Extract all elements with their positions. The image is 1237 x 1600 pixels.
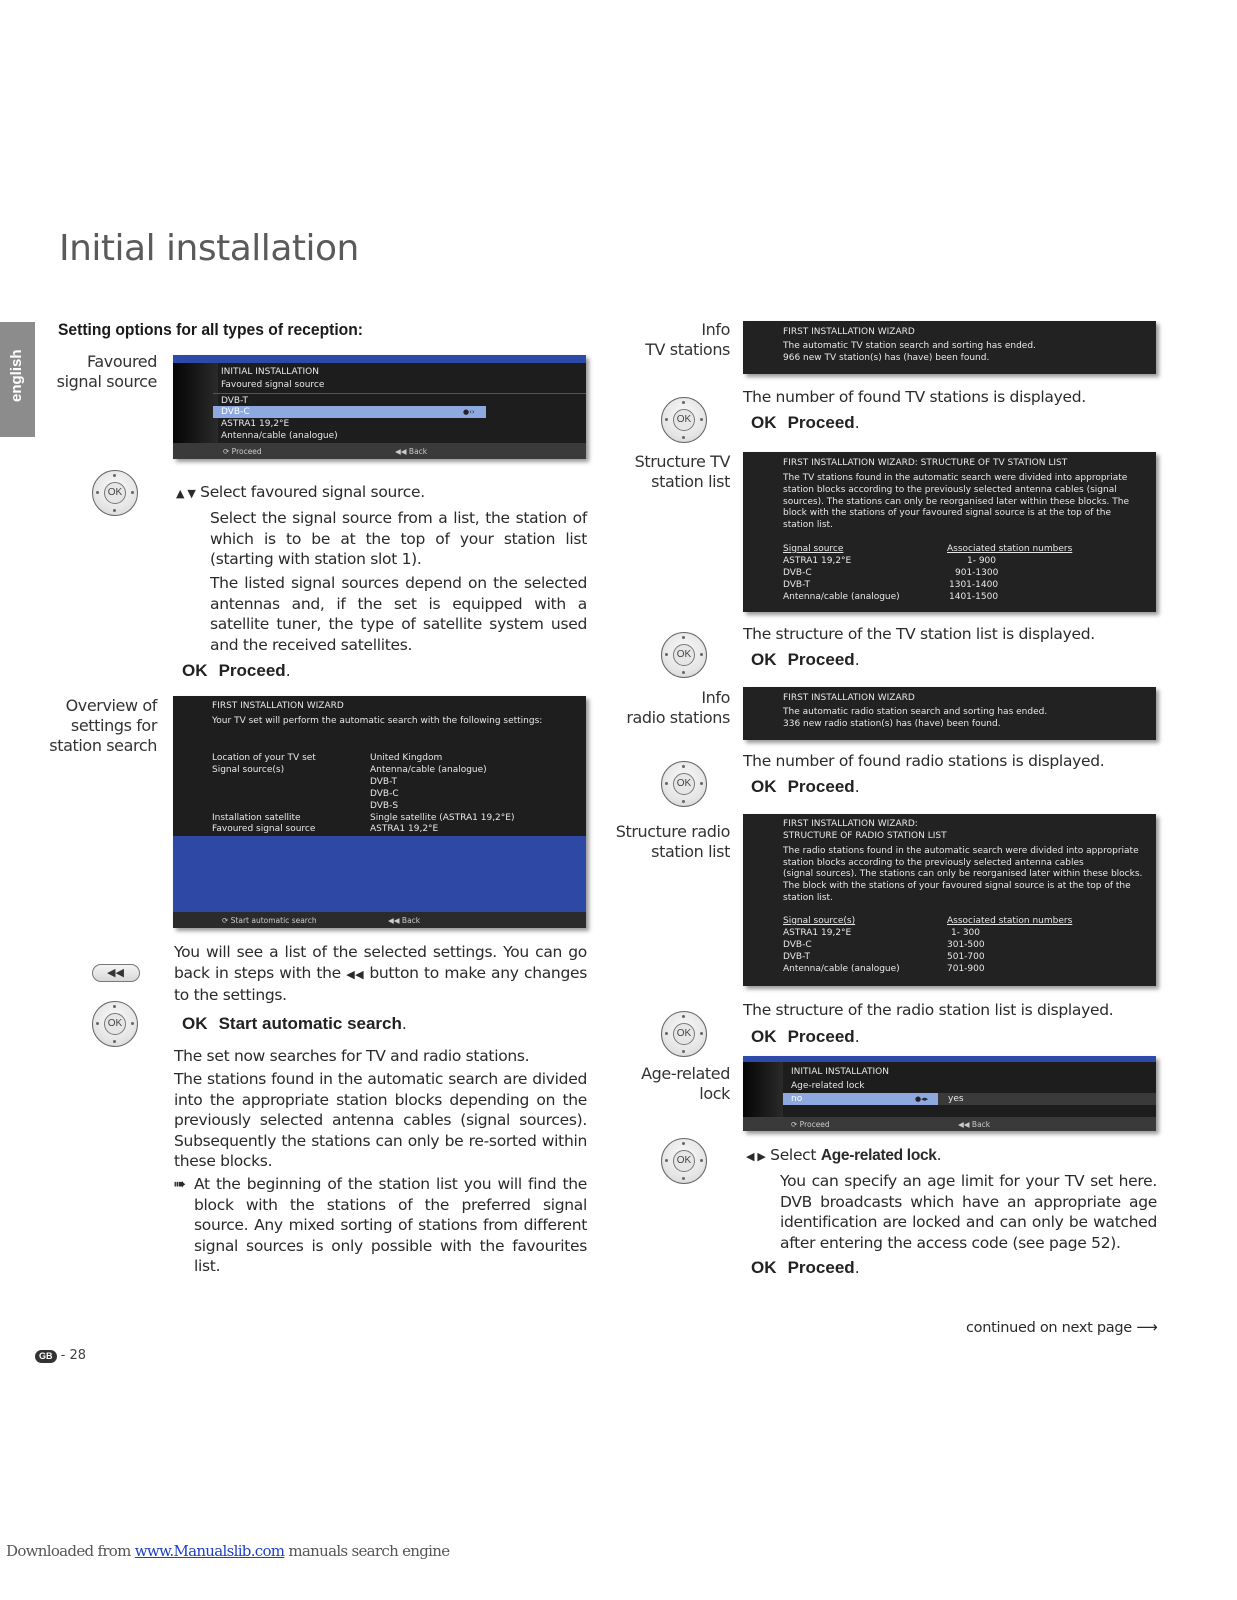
ok-action: Start automatic search bbox=[218, 1014, 402, 1033]
footer-back: ◀◀ Back bbox=[388, 916, 421, 925]
screen-line: INITIAL INSTALLATION bbox=[791, 1067, 889, 1077]
label-line: TV stations bbox=[645, 340, 730, 359]
rewind-inline-icon: ◀◀ bbox=[346, 967, 364, 981]
screen-line: STRUCTURE OF RADIO STATION LIST bbox=[783, 831, 947, 841]
setting-value: DVB-C bbox=[370, 789, 399, 799]
table-cell: 701-900 bbox=[947, 964, 985, 974]
setting-value: DVB-S bbox=[370, 801, 399, 811]
note-arrow-icon: ➠ bbox=[173, 1175, 186, 1193]
screen-line: The automatic radio station search and sorting has ended. bbox=[783, 707, 1048, 717]
label-line: Favoured bbox=[87, 352, 157, 371]
table-cell: 901-1300 bbox=[955, 568, 999, 578]
ok-key: OK bbox=[182, 661, 208, 680]
screen-line: The block with the stations of your favoured signal source is at the top of the bbox=[783, 881, 1131, 891]
paragraph: Select the signal source from a list, the station of which is to be at the top of your station list (starting with station slot 1). bbox=[210, 509, 587, 568]
continued-text: continued on next page bbox=[966, 1320, 1132, 1336]
up-down-arrow-icon: ▲ ▼ bbox=[176, 487, 196, 500]
source-option[interactable]: Antenna/cable (analogue) bbox=[221, 431, 338, 441]
screen-line: The automatic TV station search and sorting has ended. bbox=[783, 341, 1036, 351]
divider bbox=[213, 393, 586, 394]
screen-line: station list. bbox=[783, 893, 833, 903]
overview-paragraph bbox=[174, 942, 587, 1006]
paragraph: The stations found in the automatic search are divided into the appropriate station blocks depending on the previously selected antenna cables (signal sources). Subsequently the stations can only be re-sorted within these blocks. bbox=[174, 1070, 587, 1170]
screen-line: sources). The stations can only be reorganised later within these blocks. The bbox=[783, 497, 1129, 507]
age-option-yes[interactable]: yes bbox=[948, 1094, 964, 1104]
ok-proceed-line: OK Proceed. bbox=[751, 1258, 860, 1277]
ok-proceed-line: OK Proceed. bbox=[751, 650, 860, 669]
footer-proceed: ⟳ Proceed bbox=[223, 447, 262, 456]
ok-key: OK bbox=[751, 777, 777, 796]
selected-highlight bbox=[213, 406, 486, 418]
footer-start: ⟳ Start automatic search bbox=[222, 916, 317, 925]
table-cell: 1301-1400 bbox=[949, 580, 999, 590]
footer-start-label: Start automatic search bbox=[230, 916, 317, 925]
label-line: Structure TV bbox=[634, 452, 730, 471]
structure-tv-label bbox=[610, 452, 730, 492]
paragraph: The listed signal sources depend on the selected antennas and, if the set is equipped with a satellite tuner, the type of satellite system used and the received satellites. bbox=[210, 574, 587, 654]
paragraph: The number of found radio stations is displayed. bbox=[743, 752, 1105, 770]
screen-line: FIRST INSTALLATION WIZARD bbox=[212, 701, 344, 711]
setting-value: Antenna/cable (analogue) bbox=[370, 765, 487, 775]
footer-back-label: Back bbox=[401, 916, 421, 925]
column-header: Signal source bbox=[783, 544, 844, 554]
label-line: station list bbox=[651, 842, 730, 861]
select-age-prefix: Select bbox=[770, 1146, 817, 1164]
screen-top-bar bbox=[173, 355, 586, 363]
ok-proceed-line: OK Proceed. bbox=[182, 661, 291, 680]
tv-screen-structure-radio bbox=[743, 814, 1156, 986]
ok-proceed-line: OK Proceed. bbox=[751, 1027, 860, 1046]
paragraph: The structure of the radio station list is displayed. bbox=[743, 1001, 1114, 1019]
screen-side-shade bbox=[173, 363, 218, 451]
ok-action: Proceed bbox=[787, 650, 855, 669]
ok-action: Proceed bbox=[787, 1027, 855, 1046]
column-header: Signal source(s) bbox=[783, 916, 856, 926]
ok-button-icon: OK bbox=[661, 761, 707, 807]
label-line: Info bbox=[701, 688, 730, 707]
select-age-line: ◀ ▶ Select Age-related lock. bbox=[746, 1146, 942, 1164]
arrow-right-icon: ⟶ bbox=[1136, 1318, 1158, 1336]
ok-key: OK bbox=[751, 650, 777, 669]
structure-radio-label bbox=[600, 822, 730, 862]
label-line: Overview of bbox=[65, 696, 157, 715]
screen-line: 336 new radio station(s) has (have) been found. bbox=[783, 719, 1001, 729]
screen-line: station blocks according to the previously selected antenna cables bbox=[783, 858, 1084, 868]
label-line: radio stations bbox=[626, 708, 730, 727]
rewind-button-icon: ◀◀ bbox=[92, 964, 140, 982]
paragraph: You can specify an age limit for your TV set here. DVB broadcasts which have an appropriate age identification are locked and can only be watched after entering the access code (see page 52). bbox=[780, 1172, 1157, 1252]
ok-button-icon: OK bbox=[92, 1001, 138, 1047]
continued-note bbox=[966, 1317, 1157, 1339]
gb-badge-icon: GB bbox=[35, 1350, 57, 1363]
ok-proceed-line: OK Proceed. bbox=[751, 413, 860, 432]
setting-key: Location of your TV set bbox=[212, 753, 316, 763]
paragraph: The set now searches for TV and radio stations. bbox=[174, 1047, 530, 1065]
source-option[interactable]: ASTRA1 19,2°E bbox=[221, 419, 290, 429]
section-heading: Setting options for all types of reception: bbox=[58, 320, 364, 339]
age-lock-label bbox=[610, 1064, 730, 1104]
screen-line: Age-related lock bbox=[791, 1081, 865, 1091]
screen-line: The TV stations found in the automatic search were divided into appropriate bbox=[783, 473, 1128, 483]
setting-value: United Kingdom bbox=[370, 753, 443, 763]
page-number-text: - 28 bbox=[60, 1348, 87, 1363]
setting-key: Favoured signal source bbox=[212, 824, 316, 834]
footer-proceed-label: Proceed bbox=[231, 447, 262, 456]
screen-line: The radio stations found in the automatic search were divided into appropriate bbox=[783, 846, 1139, 856]
label-line: station list bbox=[651, 472, 730, 491]
column-header: Associated station numbers bbox=[947, 544, 1073, 554]
tv-screen-age-lock bbox=[743, 1056, 1156, 1131]
paragraph: The number of found TV stations is displayed. bbox=[743, 388, 1086, 406]
table-cell: 501-700 bbox=[947, 952, 985, 962]
download-prefix: Downloaded from bbox=[6, 1542, 131, 1560]
download-footer bbox=[6, 1542, 449, 1560]
language-tab-label: english bbox=[8, 349, 25, 402]
footer-back-label: Back bbox=[408, 447, 428, 456]
page-title: Initial installation bbox=[59, 228, 359, 269]
label-line: lock bbox=[699, 1084, 730, 1103]
footer-back-label: Back bbox=[971, 1120, 991, 1129]
paragraph-part: You will see a list of the selected settings. You can go back in steps with the bbox=[174, 943, 587, 982]
select-favoured-line bbox=[176, 482, 588, 505]
label-line: settings for bbox=[70, 716, 157, 735]
screen-blue-area bbox=[173, 836, 586, 912]
screen-line: Your TV set will perform the automatic search with the following settings: bbox=[212, 716, 543, 726]
tv-screen-overview bbox=[173, 696, 586, 928]
left-right-arrow-icon: ◀ ▶ bbox=[746, 1150, 766, 1163]
screen-line: 966 new TV station(s) has (have) been found. bbox=[783, 353, 990, 363]
footer-proceed: ⟳ Proceed bbox=[791, 1120, 830, 1129]
tv-screen-structure-tv bbox=[743, 452, 1156, 612]
table-cell: 1401-1500 bbox=[949, 592, 999, 602]
select-age-bold: Age-related lock bbox=[820, 1147, 937, 1164]
source-option-selected[interactable]: DVB-C bbox=[221, 407, 250, 417]
screen-line: (signal sources). The stations can only be reorganised later within these blocks. bbox=[783, 869, 1143, 879]
label-line: Structure radio bbox=[615, 822, 730, 841]
tv-screen-info-radio bbox=[743, 687, 1156, 740]
ok-action: Proceed bbox=[218, 661, 286, 680]
table-cell: Antenna/cable (analogue) bbox=[783, 964, 900, 974]
ok-proceed-line: OK Proceed. bbox=[751, 777, 860, 796]
table-cell: DVB-C bbox=[783, 568, 812, 578]
screen-line: Favoured signal source bbox=[221, 380, 325, 390]
table-cell: DVB-T bbox=[783, 952, 811, 962]
footer-back: ◀◀ Back bbox=[395, 447, 428, 456]
table-cell: ASTRA1 19,2°E bbox=[783, 928, 852, 938]
language-tab bbox=[0, 322, 35, 437]
note-paragraph: At the beginning of the station list you will find the block with the stations of the preferred signal source. Any mixed sorting of stations from different signal sources is only possible with the favourites list. bbox=[194, 1175, 587, 1275]
tv-screen-info-tv bbox=[743, 321, 1156, 374]
ok-leftright-icon: ●◂▸ bbox=[915, 1095, 929, 1103]
screen-line: FIRST INSTALLATION WIZARD: bbox=[783, 819, 918, 829]
manualslib-link[interactable]: www.Manualslib.com bbox=[134, 1542, 285, 1560]
label-line: station search bbox=[49, 736, 157, 755]
table-cell: ASTRA1 19,2°E bbox=[783, 556, 852, 566]
ok-button-icon: OK bbox=[92, 470, 138, 516]
screen-side-shade bbox=[743, 1062, 783, 1117]
ok-key: OK bbox=[182, 1014, 208, 1033]
table-cell: 1- 900 bbox=[967, 556, 997, 566]
ok-key: OK bbox=[751, 1027, 777, 1046]
ok-key: OK bbox=[751, 1258, 777, 1277]
footer-proceed-label: Proceed bbox=[799, 1120, 830, 1129]
screen-line: FIRST INSTALLATION WIZARD bbox=[783, 693, 915, 703]
screen-line: FIRST INSTALLATION WIZARD bbox=[783, 327, 915, 337]
overview-label bbox=[40, 696, 157, 756]
footer-back: ◀◀ Back bbox=[958, 1120, 991, 1129]
table-cell: Antenna/cable (analogue) bbox=[783, 592, 900, 602]
favoured-signal-label bbox=[40, 352, 157, 392]
ok-button-icon: OK bbox=[661, 1138, 707, 1184]
ok-button-icon: OK bbox=[661, 1011, 707, 1057]
ok-start-search-line: OK Start automatic search. bbox=[182, 1014, 407, 1033]
label-line: Info bbox=[701, 320, 730, 339]
setting-value: ASTRA1 19,2°E bbox=[370, 824, 439, 834]
column-header: Associated station numbers bbox=[947, 916, 1073, 926]
table-cell: DVB-T bbox=[783, 580, 811, 590]
screen-top-bar bbox=[743, 1056, 1156, 1062]
page-number bbox=[35, 1348, 86, 1363]
setting-key: Installation satellite bbox=[212, 813, 301, 823]
info-radio-label bbox=[610, 688, 730, 728]
setting-value: DVB-T bbox=[370, 777, 398, 787]
table-cell: 1- 300 bbox=[951, 928, 981, 938]
table-cell: 301-500 bbox=[947, 940, 985, 950]
ok-button-icon: OK bbox=[661, 632, 707, 678]
source-option[interactable]: DVB-T bbox=[221, 396, 249, 406]
ok-action: Proceed bbox=[787, 777, 855, 796]
label-line: signal source bbox=[56, 372, 157, 391]
screen-line: block with the stations of your favoured signal source is at the top of the bbox=[783, 508, 1112, 518]
ok-button-icon: OK bbox=[661, 397, 707, 443]
paragraph: The structure of the TV station list is displayed. bbox=[743, 625, 1095, 643]
select-favoured-text: Select favoured signal source. bbox=[200, 483, 425, 501]
age-option-no[interactable]: no bbox=[791, 1094, 803, 1104]
ok-updown-icon: ●‹› bbox=[463, 408, 475, 416]
tv-screen-favoured-source bbox=[173, 355, 586, 459]
table-cell: DVB-C bbox=[783, 940, 812, 950]
setting-value: Single satellite (ASTRA1 19,2°E) bbox=[370, 813, 515, 823]
screen-line: INITIAL INSTALLATION bbox=[221, 367, 319, 377]
setting-key: Signal source(s) bbox=[212, 765, 285, 775]
info-tv-label bbox=[610, 320, 730, 360]
ok-action: Proceed bbox=[787, 1258, 855, 1277]
ok-action: Proceed bbox=[787, 413, 855, 432]
screen-line: station blocks according to the previously selected antenna cables (signal bbox=[783, 485, 1117, 495]
paragraph-part: button to make any changes to the settings. bbox=[174, 963, 587, 1004]
screen-line: station list. bbox=[783, 520, 833, 530]
ok-key: OK bbox=[751, 413, 777, 432]
label-line: Age-related bbox=[641, 1064, 730, 1083]
download-suffix: manuals search engine bbox=[288, 1542, 450, 1560]
screen-line: FIRST INSTALLATION WIZARD: STRUCTURE OF TV STATION LIST bbox=[783, 458, 1068, 468]
